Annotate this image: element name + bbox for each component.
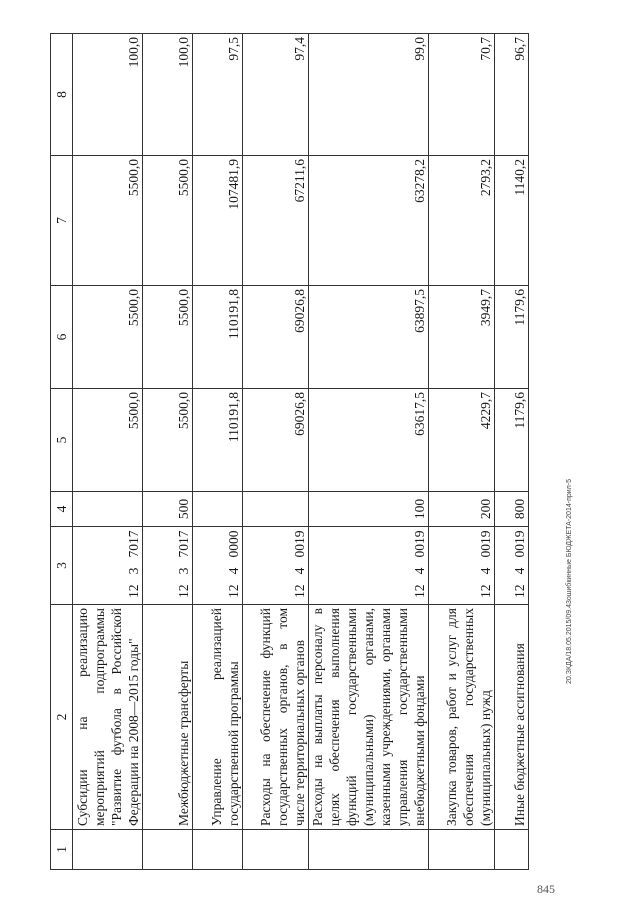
footer-code: 20.ЗКДА/18.05.2015/09.43ошибкинные БЮДЖЕТА-2014-прил-5 — [566, 479, 573, 684]
table-row: Субсидии на реализацию мероприятий подпрограммы "Развитие футбола в Российской Федерации на 2008—2015 годы" 12 3 7017 5500,0 5500,0 5500,0 100,0 — [73, 34, 143, 870]
row-name: Расходы на выплаты персоналу в целях обеспечения выполнения функций государственными (муниципальными) органами, казенными учреждениями, органами управления государственными внебюджетными фондами — [309, 605, 429, 830]
budget-table — [50, 33, 529, 870]
header-cell: 5 — [51, 389, 73, 492]
rotated-page — [50, 0, 610, 880]
header-cell: 8 — [51, 34, 73, 156]
row-name: Управление реализацией государственной программы — [193, 605, 243, 830]
header-row — [51, 34, 73, 870]
table-row: Иные бюджетные ассигнования 12 4 0019 800 1179,6 1179,6 1140,2 96,7 — [495, 34, 529, 870]
header-cell: 1 — [51, 830, 73, 870]
table-row: Межбюджетные трансферты 12 3 7017 500 5500,0 5500,0 5500,0 100,0 — [143, 34, 193, 870]
header-cell: 2 — [51, 605, 73, 830]
header-cell: 3 — [51, 527, 73, 605]
row-name: Иные бюджетные ассигнования — [495, 605, 529, 830]
row-name: Субсидии на реализацию мероприятий подпрограммы "Развитие футбола в Российской Федерации на 2008—2015 годы" — [73, 605, 143, 830]
page-number: 845 — [537, 882, 555, 896]
table-row: Расходы на выплаты персоналу в целях обеспечения выполнения функций государственными (муниципальными) органами, казенными учреждениями, органами управления государственными внебюджетными фондами 12 4 0019 100 63617,5 63897,5 63278,2 99,0 — [309, 34, 429, 870]
table-row: Управление реализацией государственной программы 12 4 0000 110191,8 110191,8 107481,9 97,5 — [193, 34, 243, 870]
header-cell: 4 — [51, 492, 73, 527]
row-name: Межбюджетные трансферты — [143, 605, 193, 830]
header-cell: 6 — [51, 286, 73, 389]
row-name: Расходы на обеспечение функций государственных органов, в том числе территориальных органов — [243, 605, 309, 830]
table-row: Расходы на обеспечение функций государственных органов, в том числе территориальных органов 12 4 0019 69026,8 69026,8 67211,6 97,4 — [243, 34, 309, 870]
row-name: Закупка товаров, работ и услуг для обеспечения государственных (муниципальных) нужд — [429, 605, 495, 830]
header-cell: 7 — [51, 156, 73, 286]
table-row: Закупка товаров, работ и услуг для обеспечения государственных (муниципальных) нужд 12 4 0019 200 4229,7 3949,7 2793,2 70,7 — [429, 34, 495, 870]
